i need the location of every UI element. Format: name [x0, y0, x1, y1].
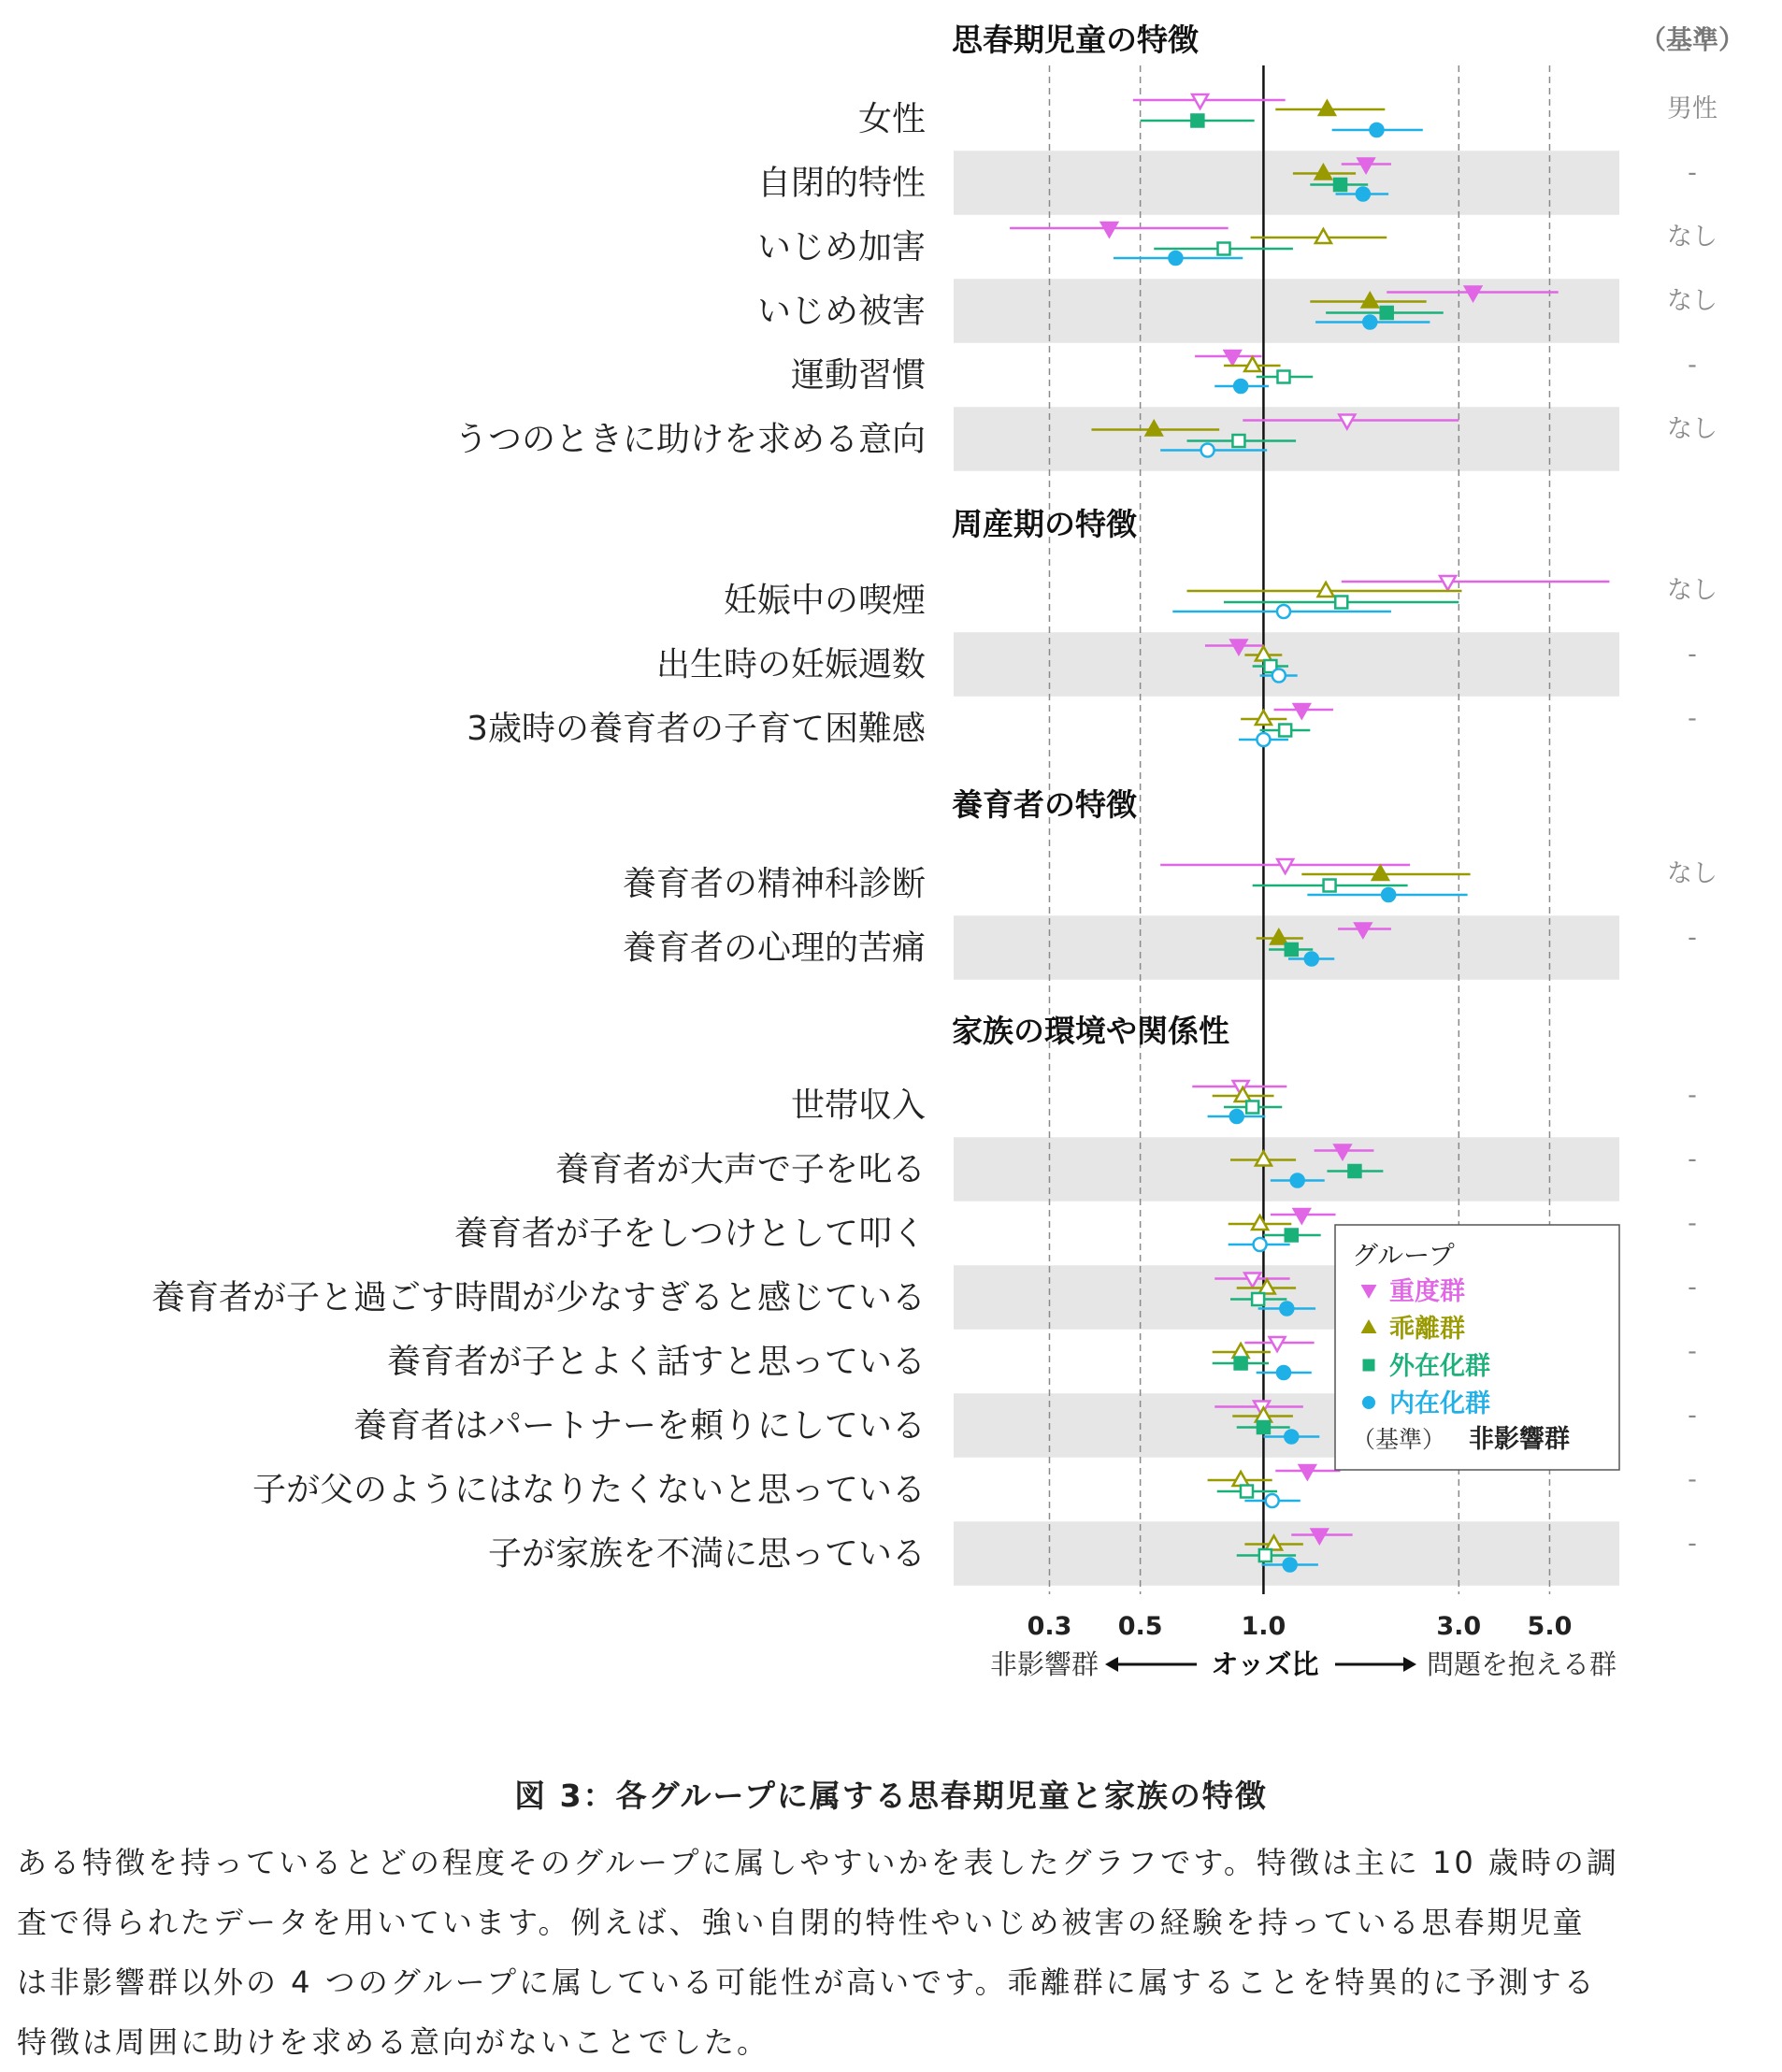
estimate-point	[1440, 576, 1456, 590]
legend-item-label: 外在化群	[1389, 1352, 1490, 1381]
reference-value: -	[1688, 351, 1697, 380]
reference-value: -	[1688, 1337, 1697, 1366]
x-axis-right-label: 問題を抱える群	[1427, 1648, 1617, 1680]
legend-marker	[1363, 1360, 1375, 1372]
reference-value: なし	[1667, 414, 1717, 444]
estimate-point	[1335, 597, 1347, 609]
estimate-point	[1382, 888, 1395, 901]
estimate-point	[1334, 179, 1346, 191]
estimate-point	[1256, 711, 1272, 725]
caption-line: は非影響群以外の 4 つのグループに属している可能性が高いです。乖離群に属することを特異的に予測する	[17, 1964, 1597, 2000]
estimate-point	[1257, 733, 1270, 746]
row-label: 養育者が子と過ごす時間が少なすぎると感じている	[151, 1278, 926, 1317]
estimate-point	[1277, 859, 1293, 873]
reference-value: -	[1688, 1273, 1697, 1302]
axis-arrow-right-head	[1403, 1657, 1416, 1672]
legend-marker	[1362, 1396, 1375, 1409]
estimate-point	[1286, 943, 1298, 956]
estimate-point	[1259, 1549, 1272, 1561]
legend-item-label: 重度群	[1389, 1277, 1465, 1306]
reference-value: -	[1688, 1209, 1697, 1238]
estimate-point	[1252, 1293, 1264, 1305]
reference-value: なし	[1667, 286, 1717, 316]
row-label: 出生時の妊娠週数	[655, 645, 926, 684]
estimate-point	[1300, 1465, 1315, 1479]
reference-value: -	[1688, 640, 1697, 669]
row-label: 養育者の心理的苦痛	[622, 928, 926, 968]
x-tick-label: 3.0	[1436, 1612, 1482, 1641]
row-label: 養育者はパートナーを頼りにしている	[352, 1406, 926, 1446]
x-tick-label: 5.0	[1527, 1612, 1573, 1641]
x-axis-left-label: 非影響群	[989, 1648, 1099, 1680]
reference-value: なし	[1667, 576, 1717, 605]
estimate-point	[1241, 1486, 1253, 1498]
row-label: いじめ加害	[756, 228, 926, 266]
estimate-point	[1279, 725, 1291, 737]
estimate-point	[1217, 243, 1229, 255]
estimate-point	[1372, 866, 1388, 880]
estimate-point	[1318, 583, 1334, 597]
row-label: 子が父のようにはなりたくないと思っている	[251, 1471, 926, 1509]
reference-value: -	[1688, 158, 1697, 188]
estimate-point	[1246, 1101, 1258, 1114]
row-band	[954, 1521, 1619, 1586]
estimate-point	[1324, 880, 1336, 892]
row-label: 自閉的特性	[756, 164, 926, 203]
reference-value: -	[1688, 923, 1697, 953]
estimate-point	[1244, 357, 1260, 371]
estimate-point	[1291, 1174, 1304, 1187]
estimate-point	[1294, 1209, 1310, 1223]
reference-value: -	[1688, 1081, 1697, 1110]
legend-item-label: 乖離群	[1389, 1315, 1465, 1344]
legend-reference-prefix: （基準）	[1352, 1426, 1446, 1453]
estimate-point	[1294, 704, 1310, 718]
legend-item-label: 内在化群	[1389, 1389, 1490, 1418]
estimate-point	[1191, 115, 1203, 127]
estimate-point	[1232, 435, 1244, 447]
row-label: 養育者が子をしつけとして叩く	[453, 1215, 926, 1253]
x-tick-label: 0.5	[1117, 1612, 1163, 1641]
section-title: 思春期児童の特徴	[952, 22, 1199, 58]
reference-value: -	[1688, 1401, 1697, 1431]
reference-value: -	[1688, 704, 1697, 733]
row-band	[954, 279, 1619, 343]
row-label: 妊娠中の喫煙	[723, 582, 926, 620]
estimate-point	[1225, 351, 1241, 365]
row-band	[954, 407, 1619, 471]
figure-caption-text	[17, 1833, 1775, 2072]
section-title: 家族の環境や関係性	[952, 1013, 1229, 1049]
estimate-point	[1315, 229, 1331, 243]
reference-header: （基準）	[1639, 24, 1746, 55]
section-title: 周産期の特徴	[952, 506, 1137, 542]
estimate-point	[1277, 1366, 1290, 1379]
reference-value: -	[1688, 1529, 1697, 1559]
estimate-point	[1257, 1421, 1270, 1433]
figure-caption-title: 図 3：各グループに属する思春期児童と家族の特徴	[514, 1777, 1268, 1814]
x-axis-title: オッズ比	[1211, 1648, 1319, 1680]
x-tick-label: 1.0	[1241, 1612, 1286, 1641]
row-band	[954, 151, 1619, 215]
estimate-point	[1286, 1230, 1298, 1242]
estimate-point	[1280, 1302, 1293, 1316]
row-label: 世帯収入	[790, 1086, 926, 1125]
estimate-point	[1169, 252, 1182, 265]
legend-reference-label: 非影響群	[1469, 1425, 1570, 1454]
estimate-point	[1277, 605, 1290, 618]
reference-value: -	[1688, 1465, 1697, 1494]
row-label: いじめ被害	[756, 292, 926, 331]
estimate-point	[1272, 669, 1286, 683]
estimate-point	[1305, 953, 1318, 966]
axis-arrow-left-head	[1105, 1657, 1118, 1672]
caption-line: 特徴は周囲に助けを求める意向がないことでした。	[17, 2024, 770, 2060]
row-label: 運動習慣	[790, 356, 926, 395]
estimate-point	[1252, 1216, 1268, 1230]
estimate-point	[1254, 1238, 1267, 1251]
estimate-point	[1348, 1165, 1360, 1177]
section-title: 養育者の特徴	[952, 786, 1137, 823]
caption-line: 査で得られたデータを用いています。例えば、強い自閉的特性やいじめ被害の経験を持っている思春期児童	[17, 1905, 1586, 1940]
row-label: 子が家族を不満に思っている	[487, 1534, 926, 1574]
estimate-point	[1230, 1110, 1243, 1123]
estimate-point	[1363, 316, 1376, 329]
estimate-point	[1277, 371, 1289, 383]
legend-title: グループ	[1352, 1240, 1455, 1271]
estimate-point	[1370, 123, 1383, 137]
reference-value: -	[1688, 1144, 1697, 1174]
estimate-point	[1270, 1337, 1286, 1351]
estimate-point	[1319, 101, 1335, 115]
caption-line: ある特徴を持っているとどの程度そのグループに属しやすいかを表したグラフです。特徴は主に 10 歳時の調	[17, 1845, 1619, 1880]
estimate-point	[1284, 1559, 1297, 1572]
estimate-point	[1192, 94, 1208, 108]
row-label: 3歳時の養育者の子育て困難感	[467, 710, 926, 748]
reference-value: なし	[1667, 223, 1717, 252]
estimate-point	[1201, 444, 1214, 457]
reference-value: なし	[1667, 859, 1717, 888]
row-label: 養育者の精神科診断	[622, 865, 926, 903]
x-tick-label: 0.3	[1027, 1612, 1072, 1641]
row-label: 養育者が大声で子を叱る	[554, 1150, 926, 1189]
row-band	[954, 632, 1619, 697]
estimate-point	[1234, 380, 1247, 393]
estimate-point	[1233, 1472, 1249, 1486]
row-band	[954, 1137, 1619, 1201]
estimate-point	[1101, 223, 1117, 237]
estimate-point	[1357, 188, 1370, 201]
row-label: 養育者が子とよく話すと思っている	[386, 1343, 926, 1381]
estimate-point	[1233, 1344, 1249, 1358]
estimate-point	[1266, 1494, 1279, 1507]
estimate-point	[1235, 1358, 1247, 1370]
reference-value: 男性	[1667, 94, 1717, 123]
row-label: 女性	[857, 100, 926, 138]
estimate-point	[1381, 307, 1393, 319]
estimate-point	[1285, 1431, 1298, 1444]
row-label: うつのときに助けを求める意向	[453, 420, 926, 459]
